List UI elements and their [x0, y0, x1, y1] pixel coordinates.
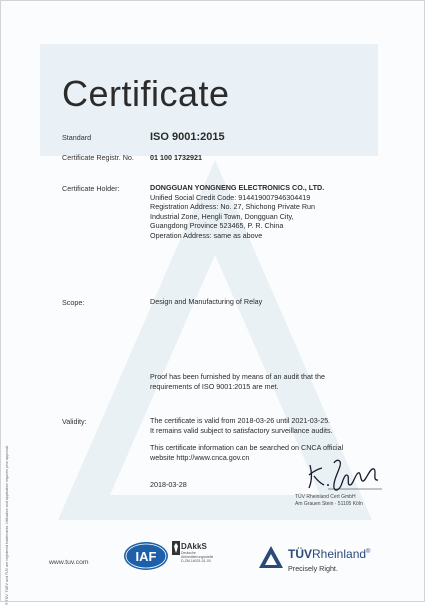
validity-statement: [150, 416, 333, 435]
holder-reg-address-2: Industrial Zone, Hengli Town, Dongguan City,: [150, 211, 294, 221]
tuv-tagline: Precisely Right.: [288, 564, 338, 573]
holder-reg-address-1: Registration Address: No. 27, Shichong Private Run: [150, 202, 316, 212]
proof-line: Proof has been furnished by means of an audit that the: [150, 372, 326, 381]
proof-line: requirements of ISO 9001:2015 are met.: [150, 381, 279, 391]
issuer-name: TÜV Rheinland Cert GmbH: [295, 494, 356, 500]
tuv-registered-mark: ®: [366, 549, 371, 555]
scope-label: Scope:: [62, 298, 85, 307]
tuv-brand-name: [288, 547, 370, 561]
tuv-brand-rest: Rheinland: [312, 547, 367, 561]
dakks-sub-line: D-ZM-16031-01-00: [181, 559, 211, 563]
iaf-text: IAF: [135, 549, 157, 564]
certificate-title: Certificate: [62, 73, 230, 114]
issue-date: 2018-03-28: [150, 480, 187, 489]
footer-url: www.tuv.com: [49, 559, 89, 566]
issuer-address: Am Grauen Stein · 51105 Köln: [295, 500, 363, 507]
dakks-sub-line: Deutsche: [181, 551, 196, 555]
holder-reg-address-3: Guangdong Province 523465, P. R. China: [150, 221, 284, 231]
holder-label: Certificate Holder:: [62, 184, 120, 193]
trademark-note: ® TÜV, TUEV and TUV are registered trademarks. Utilisation and application requires prior approval.: [5, 445, 9, 605]
dakks-eagle-icon: [172, 541, 180, 555]
issuer-block: [295, 494, 363, 507]
standard-value: ISO 9001:2015: [150, 131, 225, 143]
cnca-line: website http://www.cnca.gov.cn: [150, 452, 250, 462]
proof-statement: [150, 372, 325, 391]
dakks-subtext: [181, 551, 213, 563]
signature-graphic: [300, 455, 385, 493]
holder-block: [150, 183, 324, 241]
tuv-triangle-icon: [258, 545, 284, 569]
holder-credit-code: Unified Social Credit Code: 914419007946304419: [150, 192, 311, 202]
validity-line: The certificate is valid from 2018-03-26 until 2021-03-25.: [150, 416, 331, 425]
standard-label: Standard: [62, 133, 92, 142]
iaf-logo: [123, 541, 169, 571]
dakks-name: DAkkS: [181, 542, 207, 551]
validity-label: Validity:: [62, 417, 87, 426]
tuv-brand-bold: TÜV: [288, 547, 312, 561]
holder-name: DONGGUAN YONGNENG ELECTRONICS CO., LTD.: [150, 183, 325, 192]
validity-line: It remains valid subject to satisfactory surveillance audits.: [150, 425, 333, 435]
registr-value: 01 100 1732921: [150, 153, 202, 162]
registr-label: Certificate Registr. No.: [62, 153, 134, 162]
holder-operation-address: Operation Address: same as above: [150, 230, 263, 240]
cnca-line: This certificate information can be searched on CNCA official: [150, 443, 344, 452]
scope-value: Design and Manufacturing of Relay: [150, 297, 263, 306]
dakks-sub-line: Akkreditierungsstelle: [181, 555, 214, 559]
